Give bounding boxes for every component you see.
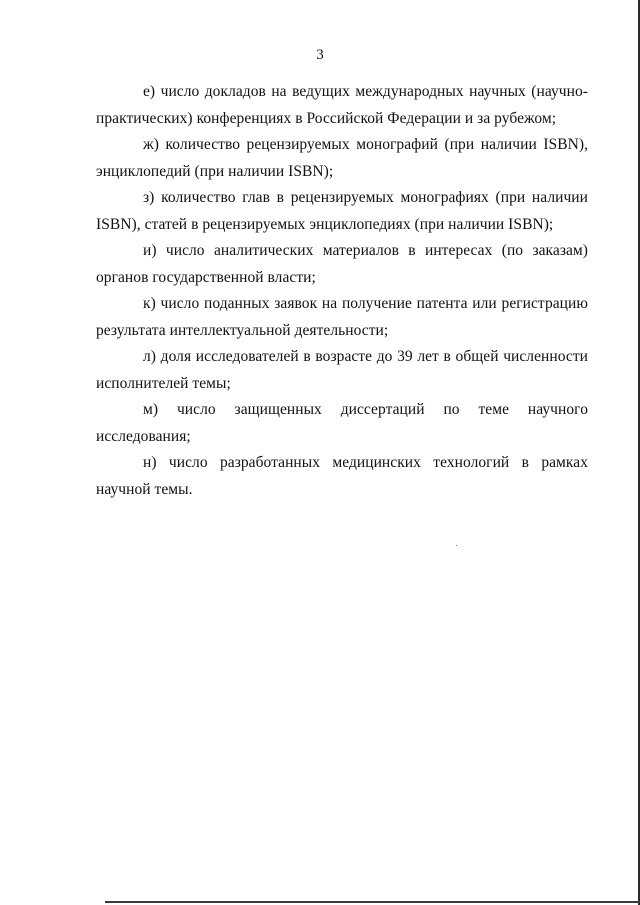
page-number: 3: [316, 47, 324, 63]
list-item-z: з) количество глав в рецензируемых монографиях (при наличии ISBN), статей в рецензируемых энциклопедиях (при наличии ISBN);: [96, 189, 588, 233]
list-item-l: л) доля исследователей в возрасте до 39 лет в общей численности исполнителей темы;: [96, 348, 588, 392]
list-item-m: м) число защищенных диссертаций по теме научного исследования;: [96, 401, 588, 445]
list-item-n: н) число разработанных медицинских технологий в рамках научной темы.: [96, 454, 588, 498]
scan-speck: [456, 545, 457, 546]
scan-edge-bottom: [105, 901, 640, 903]
list-item-zh: ж) количество рецензируемых монографий (при наличии ISBN), энциклопедий (при наличии ISBN);: [96, 136, 588, 180]
list-item-e: е) число докладов на ведущих международных научных (научно-практических) конференциях в Российской Федерации и за рубежом;: [96, 83, 588, 127]
list-item-i: и) число аналитических материалов в интересах (по заказам) органов государственной власти;: [96, 242, 588, 286]
list-item-k: к) число поданных заявок на получение патента или регистрацию результата интеллектуальной деятельности;: [96, 295, 588, 339]
indicator-list: [96, 79, 588, 503]
